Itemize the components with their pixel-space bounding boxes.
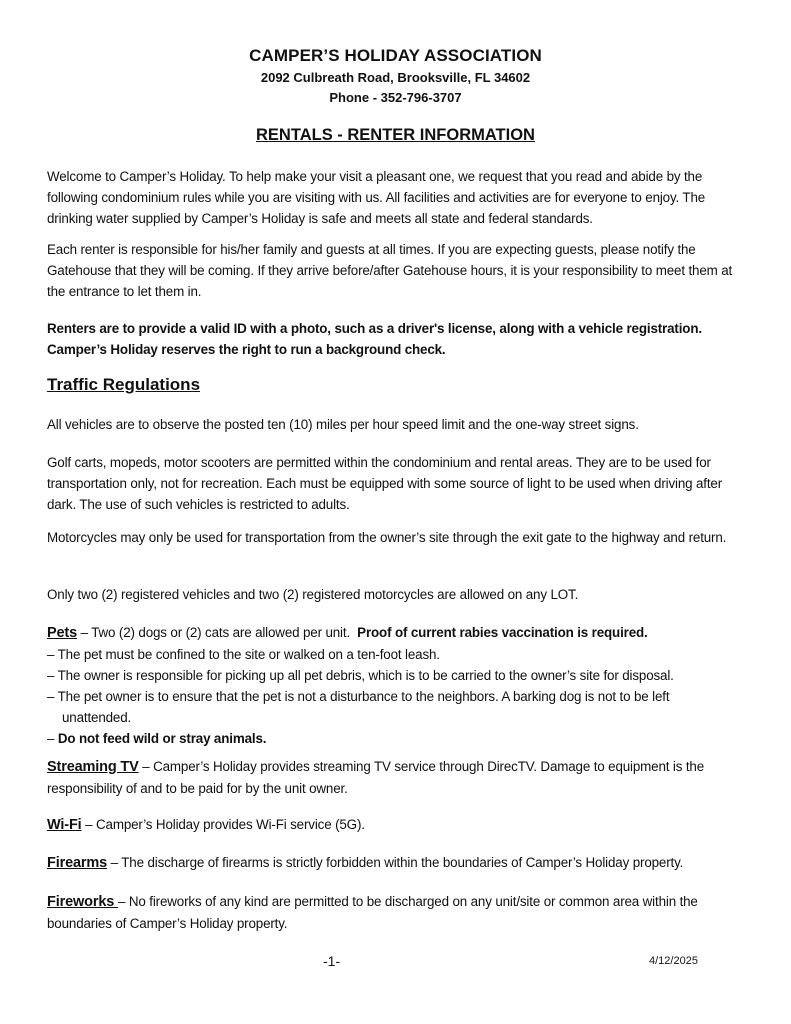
pets-section: [47, 622, 747, 749]
org-phone: Phone - 352-796-3707: [329, 90, 462, 105]
revision-date: 4/12/2025: [649, 955, 698, 967]
pet-rule: – The pet owner is to ensure that the pet is not a disturbance to the neighbors. A barking dog is not to be left: [47, 689, 670, 704]
wild-animals-notice: Do not feed wild or stray animals.: [57, 731, 267, 746]
pets-intro: – Two (2) dogs or (2) cats are allowed per unit.: [77, 625, 358, 640]
streaming-tv-label: Streaming TV: [47, 759, 139, 775]
pet-rule: – The pet must be confined to the site or walked on a ten-foot leash.: [47, 647, 440, 662]
golf-carts-paragraph: Golf carts, mopeds, motor scooters are permitted within the condominium and rental areas. They are to be used for transportation only, not for recreation. Each must be equipped with some source of light to be used when driving after dark. The use of such vehicles is restricted to adults.: [47, 455, 723, 512]
rabies-notice: Proof of current rabies vaccination is required.: [357, 625, 648, 640]
org-address: 2092 Culbreath Road, Brooksville, FL 34602: [260, 70, 531, 85]
fireworks-label: Fireworks: [47, 894, 119, 910]
vehicle-limit-paragraph: Only two (2) registered vehicles and two (2) registered motorcycles are allowed on any LOT.: [47, 587, 579, 602]
guests-paragraph: Each renter is responsible for his/her family and guests at all times. If you are expecting guests, please notify the Gatehouse that they will be coming. If they arrive before/after Gatehouse hours, it is your responsibility to meet them at the entrance to let them in.: [47, 242, 733, 299]
firearms-text: – The discharge of firearms is strictly forbidden within the boundaries of Camper’s Holiday property.: [107, 855, 684, 870]
traffic-heading: Traffic Regulations: [47, 375, 201, 394]
fireworks-section: [47, 891, 747, 934]
wifi-label: Wi-Fi: [47, 817, 82, 833]
pet-rule: – The owner is responsible for picking up all pet debris, which is to be carried to the owner’s site for disposal.: [47, 668, 674, 683]
speed-limit-paragraph: All vehicles are to observe the posted ten (10) miles per hour speed limit and the one-way street signs.: [47, 417, 639, 432]
page-title: RENTALS - RENTER INFORMATION: [256, 126, 535, 144]
wifi-text: – Camper’s Holiday provides Wi-Fi service (5G).: [81, 817, 365, 832]
streaming-tv-text: – Camper’s Holiday provides streaming TV service through DirecTV. Damage to equipment is the responsibility of and to be paid for by the unit owner.: [47, 759, 705, 796]
motorcycles-paragraph: Motorcycles may only be used for transportation from the owner’s site through the exit gate to the highway and return.: [47, 530, 727, 545]
firearms-label: Firearms: [47, 855, 108, 871]
page-number: -1-: [323, 953, 341, 969]
pets-label: Pets: [47, 625, 78, 641]
firearms-section: [47, 852, 747, 874]
dash: –: [47, 731, 58, 746]
welcome-paragraph: Welcome to Camper’s Holiday. To help make your visit a pleasant one, we request that you read and abide by the following condominium rules while you are visiting with us. All facilities and activities are for everyone to enjoy. The drinking water supplied by Camper’s Holiday is safe and meets all state and federal standards.: [47, 169, 706, 226]
pet-rule-continuation: unattended.: [62, 710, 132, 725]
wifi-section: [47, 814, 747, 836]
pet-rule-final: [47, 728, 747, 749]
id-notice-paragraph: Renters are to provide a valid ID with a photo, such as a driver's license, along with a vehicle registration. Camper’s Holiday reserves the right to run a background check.: [47, 321, 702, 357]
fireworks-text: – No fireworks of any kind are permitted to be discharged on any unit/site or common area within the boundaries of Camper’s Holiday property.: [47, 894, 698, 931]
streaming-tv-section: [47, 756, 747, 799]
pets-intro-line: [47, 622, 747, 644]
org-name: CAMPER’S HOLIDAY ASSOCIATION: [249, 46, 542, 65]
